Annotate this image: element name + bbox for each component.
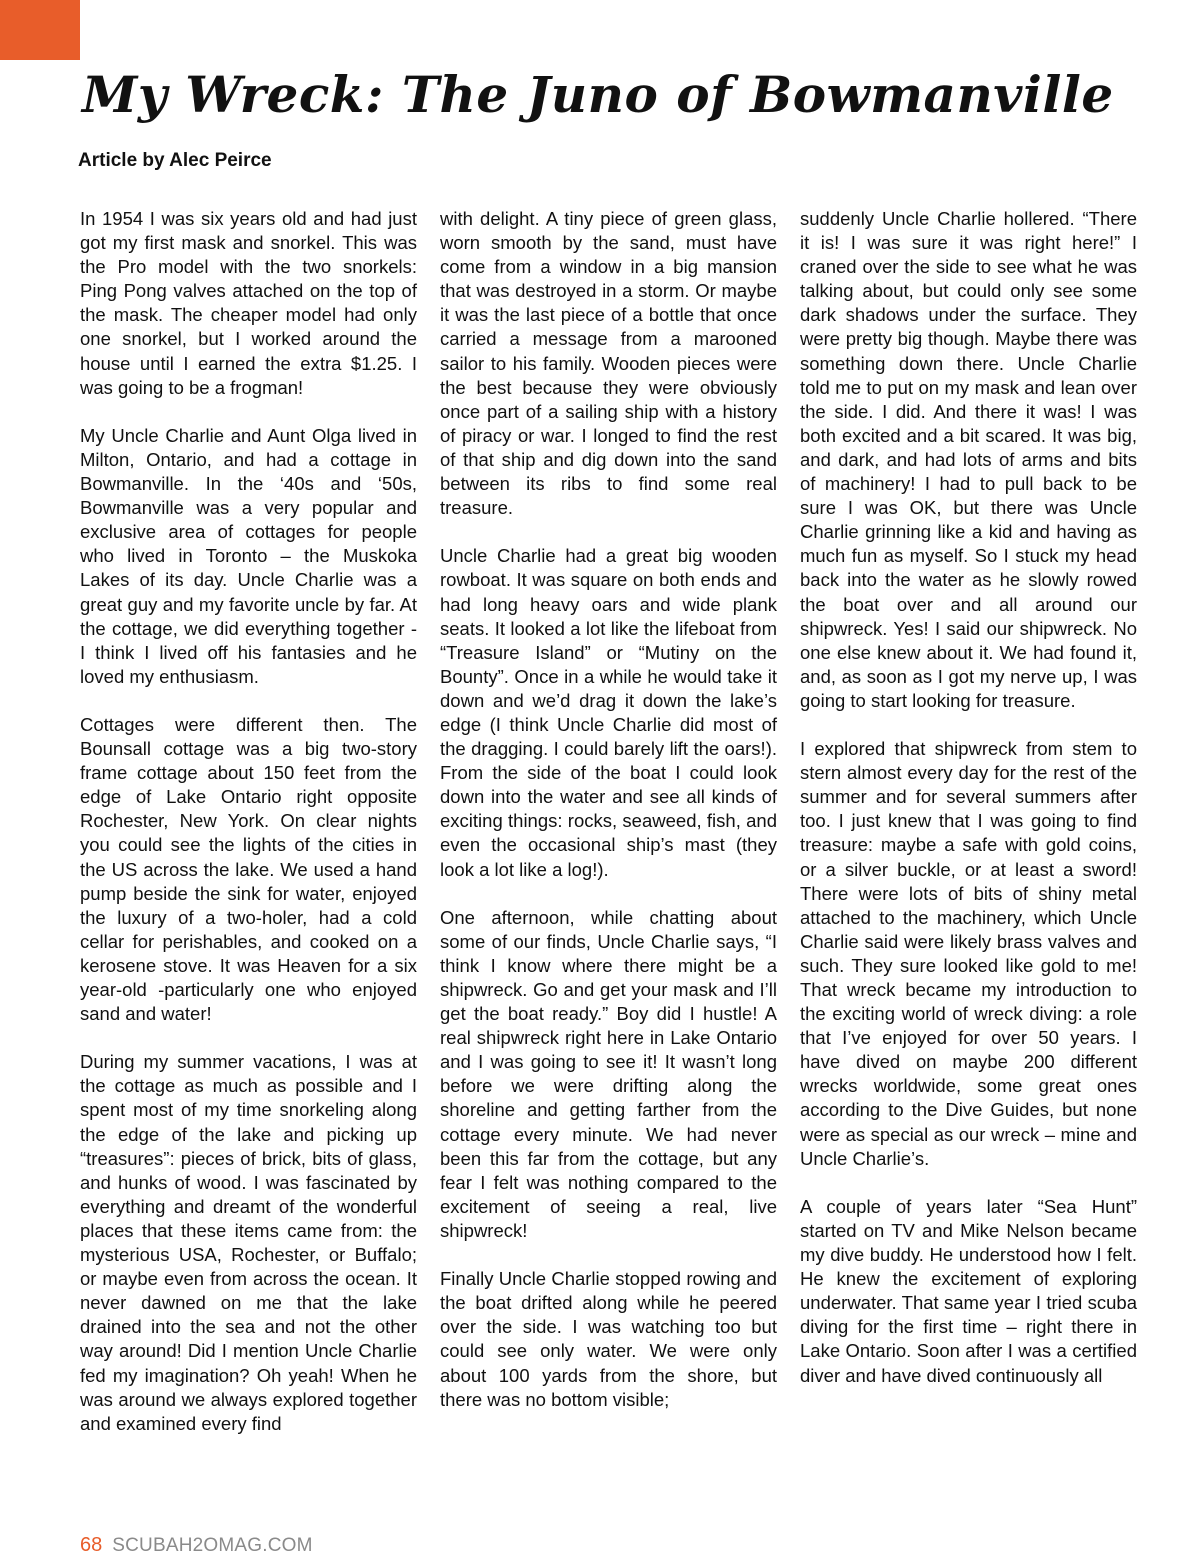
corner-accent-block — [0, 0, 80, 60]
site-url[interactable]: SCUBAH2OMAG.COM — [112, 1535, 313, 1556]
article-column-3 — [800, 207, 1137, 1388]
paragraph: During my summer vacations, I was at the cottage as much as possible and I spent most of my time snorkeling along the edge of the lake and picking up “treasures”: pieces of brick, bits of glass, and hunks of wood. I was fascinated by everything and dreamt of the wonderful places that these items came from: the mysterious USA, Rochester, or Buffalo; or maybe even from across the ocean. It never dawned on me that the lake drained into the sea and not the other way around! Did I mention Uncle Charlie fed my imagination? Oh yeah! When he was around we always explored together and examined every find — [80, 1051, 417, 1434]
paragraph: In 1954 I was six years old and had just got my first mask and snorkel. This was the Pro model with the two snorkels: Ping Pong valves attached on the top of the mask. The cheaper model had only one snorkel, but I worked around the house until I earned the extra $1.25. I was going to be a frogman! — [80, 208, 417, 398]
paragraph: A couple of years later “Sea Hunt” started on TV and Mike Nelson became my dive buddy. He understood how I felt. He knew the excitement of exploring underwater. That same year I tried scuba diving for the first time – right there in Lake Ontario. Soon after I was a certified diver and have dived continuously all — [800, 1195, 1137, 1386]
paragraph: Uncle Charlie had a great big wooden rowboat. It was square on both ends and had long heavy oars and wide plank seats. It looked a lot like the lifeboat from “Treasure Island” or “Mutiny on the Bounty”. Once in a while he would take it down and we’d drag it down the lake’s edge (I think Uncle Charlie did most of the dragging. I could barely lift the oars!). From the side of the boat I could look down into the water and see all kinds of exciting things: rocks, seaweed, fish, and even the occasional ship’s mast (they look a lot like a log!). — [440, 545, 777, 880]
paragraph: Finally Uncle Charlie stopped rowing and the boat drifted along while he peered over the side. I was watching too but could see only water. We were only about 100 yards from the shore, but there was no bottom visible; — [440, 1268, 777, 1410]
paragraph: with delight. A tiny piece of green glass, worn smooth by the sand, must have come from a window in a big mansion that was destroyed in a storm. Or maybe it was the last piece of a bottle that once carried a message from a marooned sailor to his family. Wooden pieces were the best because they were obviously once part of a sailing ship with a history of piracy or war. I longed to find the rest of that ship and dig down into the sand between its ribs to find some real treasure. — [440, 208, 777, 519]
paragraph: I explored that shipwreck from stem to stern almost every day for the rest of the summer and for several summers after too. I just knew that I was going to find treasure: maybe a safe with gold coins, or a silver buckle, or at least a sword! There were lots of bits of shiny metal attached to the machinery, which Uncle Charlie said were likely brass valves and such. They sure looked like gold to me! That wreck became my introduction to the exciting world of wreck diving: a role that I’ve enjoyed for over 50 years. I have dived on maybe 200 different wrecks worldwide, some great ones according to the Dive Guides, but none were as special as our wreck – mine and Uncle Charlie’s. — [800, 738, 1137, 1169]
article-column-2 — [440, 207, 777, 1412]
paragraph: Cottages were different then. The Bounsall cottage was a big two-story frame cottage about 150 feet from the edge of Lake Ontario right opposite Rochester, New York. On clear nights you could see the lights of the cities in the US across the lake. We used a hand pump beside the sink for water, enjoyed the luxury of a two-holer, had a cold cellar for perishables, and cooked on a kerosene stove. It was Heaven for a six year-old -particularly one who enjoyed sand and water! — [80, 713, 417, 1025]
page-number: 68 — [80, 1534, 103, 1556]
paragraph: My Uncle Charlie and Aunt Olga lived in Milton, Ontario, and had a cottage in Bowmanville. In the ‘40s and ‘50s, Bowmanville was a very popular and exclusive area of cottages for people who lived in Toronto – the Muskoka Lakes of its day. Uncle Charlie was a great guy and my favorite uncle by far. At the cottage, we did everything together - I think I lived off his fantasies and he loved my enthusiasm. — [80, 424, 417, 687]
article-title: My Wreck: The Juno of Bowmanville — [82, 65, 1114, 124]
paragraph: One afternoon, while chatting about some of our finds, Uncle Charlie says, “I think I know where there might be a shipwreck. Go and get your mask and I’ll get the boat ready.” Boy did I hustle! A real shipwreck right here in Lake Ontario and I was going to see it! It wasn’t long before we were drifting along the shoreline and getting farther from the cottage every minute. We had never been this far from the cottage, but any fear I felt was nothing compared to the excitement of seeing a real, live shipwreck! — [440, 906, 777, 1241]
article-byline: Article by Alec Peirce — [78, 150, 272, 171]
article-column-1 — [80, 207, 417, 1436]
page-footer — [80, 1534, 313, 1557]
paragraph: suddenly Uncle Charlie hollered. “There it is! I was sure it was right here!” I craned over the side to see what he was talking about, but could only see some dark shadows under the surface. They were pretty big though. Maybe there was something down there. Uncle Charlie told me to put on my mask and lean over the side. I did. And there it was! I was both excited and a bit scared. It was big, and dark, and had lots of arms and bits of machinery! I had to pull back to be sure I was OK, but there was Uncle Charlie grinning like a kid and having as much fun as myself. So I stuck my head back into the water as he slowly rowed the boat over and all around our shipwreck. Yes! I said our shipwreck. No one else knew about it. We had found it, and, as soon as I got my nerve up, I was going to start looking for treasure. — [800, 208, 1137, 711]
